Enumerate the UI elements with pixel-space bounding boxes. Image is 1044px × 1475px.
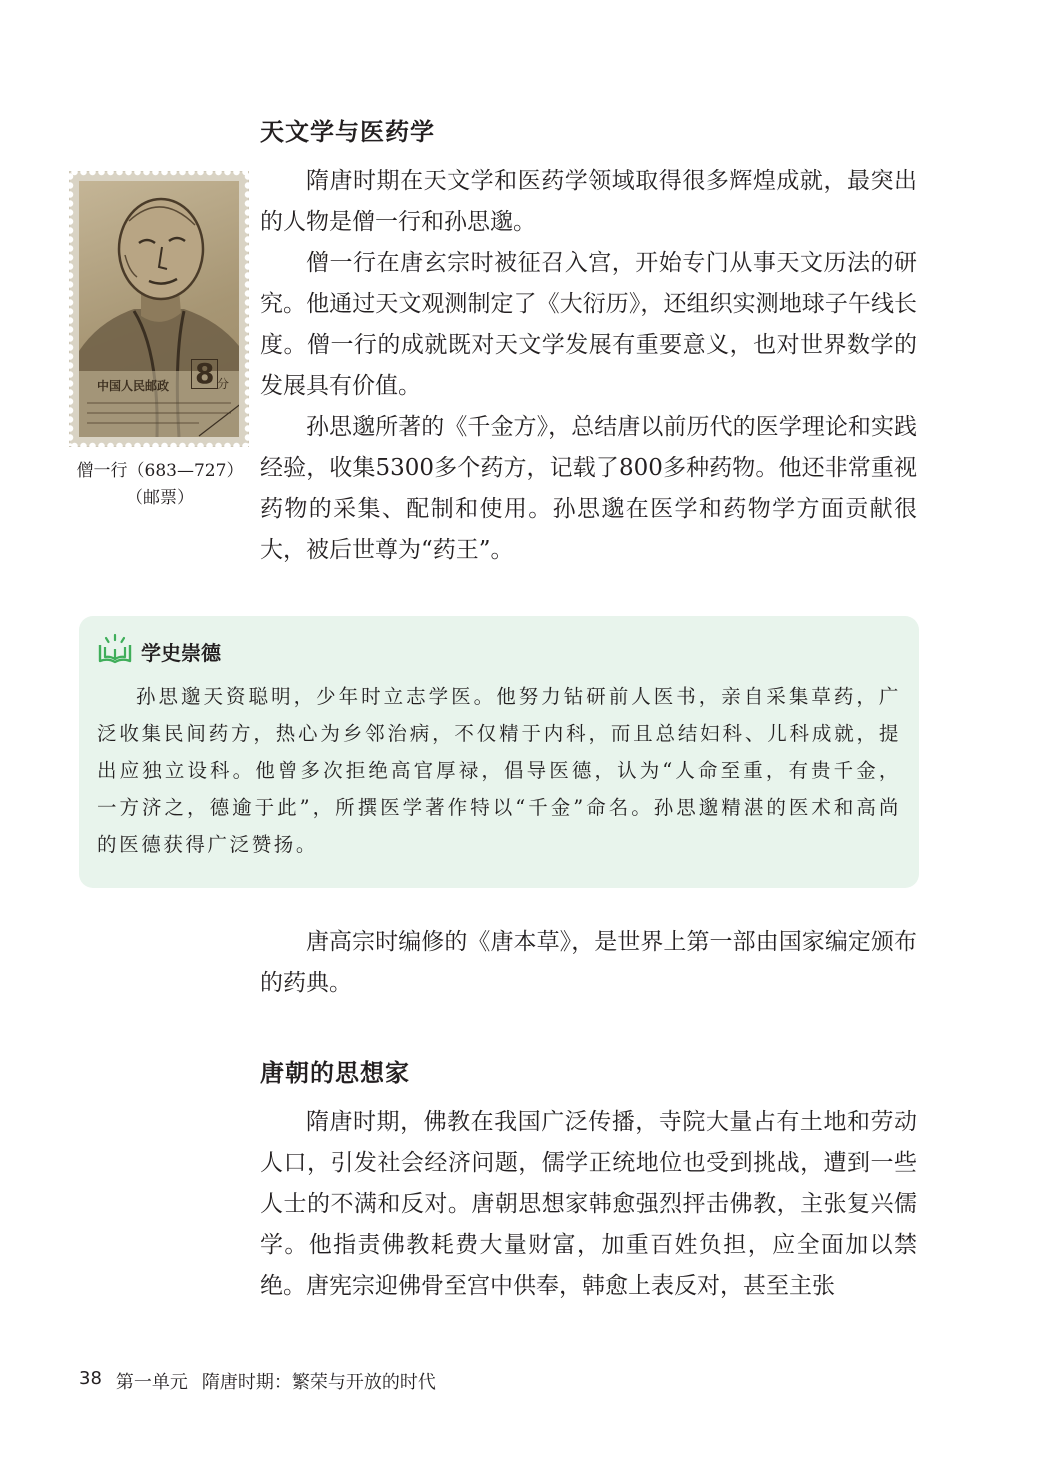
paragraph: 隋唐时期，佛教在我国广泛传播，寺院大量占有土地和劳动人口，引发社会经济问题，儒学正统地位也受到挑战，遭到一些人士的不满和反对。唐朝思想家韩愈强烈抨击佛教，主张复兴儒学。他指责佛教耗费大量财富，加重百姓负担，应全面加以禁绝。唐宪宗迎佛骨至宫中供奉，韩愈上表反对，甚至主张 xyxy=(260,1109,917,1299)
sidebar-box-xueshi-chongde xyxy=(79,616,919,888)
page-footer xyxy=(79,1368,436,1394)
section-title-astronomy-medicine: 天文学与医药学 xyxy=(260,118,435,146)
stamp-caption-line2: （邮票） xyxy=(126,488,194,508)
stamp-country-text: 中国人民邮政 xyxy=(97,379,170,393)
sidebar-header xyxy=(97,634,221,668)
footer-unit: 第一单元 xyxy=(115,1372,188,1393)
sidebar-body xyxy=(97,678,901,863)
stamp-caption xyxy=(70,458,250,512)
section1-tail-body xyxy=(260,922,917,1004)
portrait-illustration xyxy=(79,181,239,437)
stamp-image-seng-yixing xyxy=(70,172,248,446)
stamp-value-unit: 分 xyxy=(217,377,230,391)
page-number: 38 xyxy=(79,1368,102,1389)
section2-body xyxy=(260,1102,917,1307)
sidebar-paragraph: 孙思邈天资聪明，少年时立志学医。他努力钻研前人医书，亲自采集草药，广泛收集民间药方，热心为乡邻治病，不仅精于内科，而且总结妇科、儿科成就，提出应独立设科。他曾多次拒绝高官厚禄，倡导医德，认为“人命至重，有贵千金，一方济之，德逾于此”，所撰医学著作特以“千金”命名。孙思邈精湛的医术和高尚的医德获得广泛赞扬。 xyxy=(97,685,901,856)
open-book-icon xyxy=(97,633,133,669)
footer-unit-title: 隋唐时期：繁荣与开放的时代 xyxy=(201,1372,436,1393)
stamp-caption-line1: 僧一行（683—727） xyxy=(76,461,244,481)
paragraph: 孙思邈所著的《千金方》，总结唐以前历代的医学理论和实践经验，收集5300多个药方，记载了800多种药物。他还非常重视药物的采集、配制和使用。孙思邈在医学和药物学方面贡献很大，被后世尊为“药王”。 xyxy=(260,414,917,563)
paragraph: 僧一行在唐玄宗时被征召入宫，开始专门从事天文历法的研究。他通过天文观测制定了《大衍历》，还组织实测地球子午线长度。僧一行的成就既对天文学发展有重要意义，也对世界数学的发展具有价值。 xyxy=(260,250,917,399)
paragraph: 隋唐时期在天文学和医药学领域取得很多辉煌成就，最突出的人物是僧一行和孙思邈。 xyxy=(260,168,917,235)
section-title-tang-thinkers: 唐朝的思想家 xyxy=(260,1059,410,1087)
stamp-face-value: 8 xyxy=(191,359,218,389)
section1-body xyxy=(260,161,917,571)
sidebar-title: 学史崇德 xyxy=(141,640,221,665)
paragraph: 唐高宗时编修的《唐本草》，是世界上第一部由国家编定颁布的药典。 xyxy=(260,929,917,996)
